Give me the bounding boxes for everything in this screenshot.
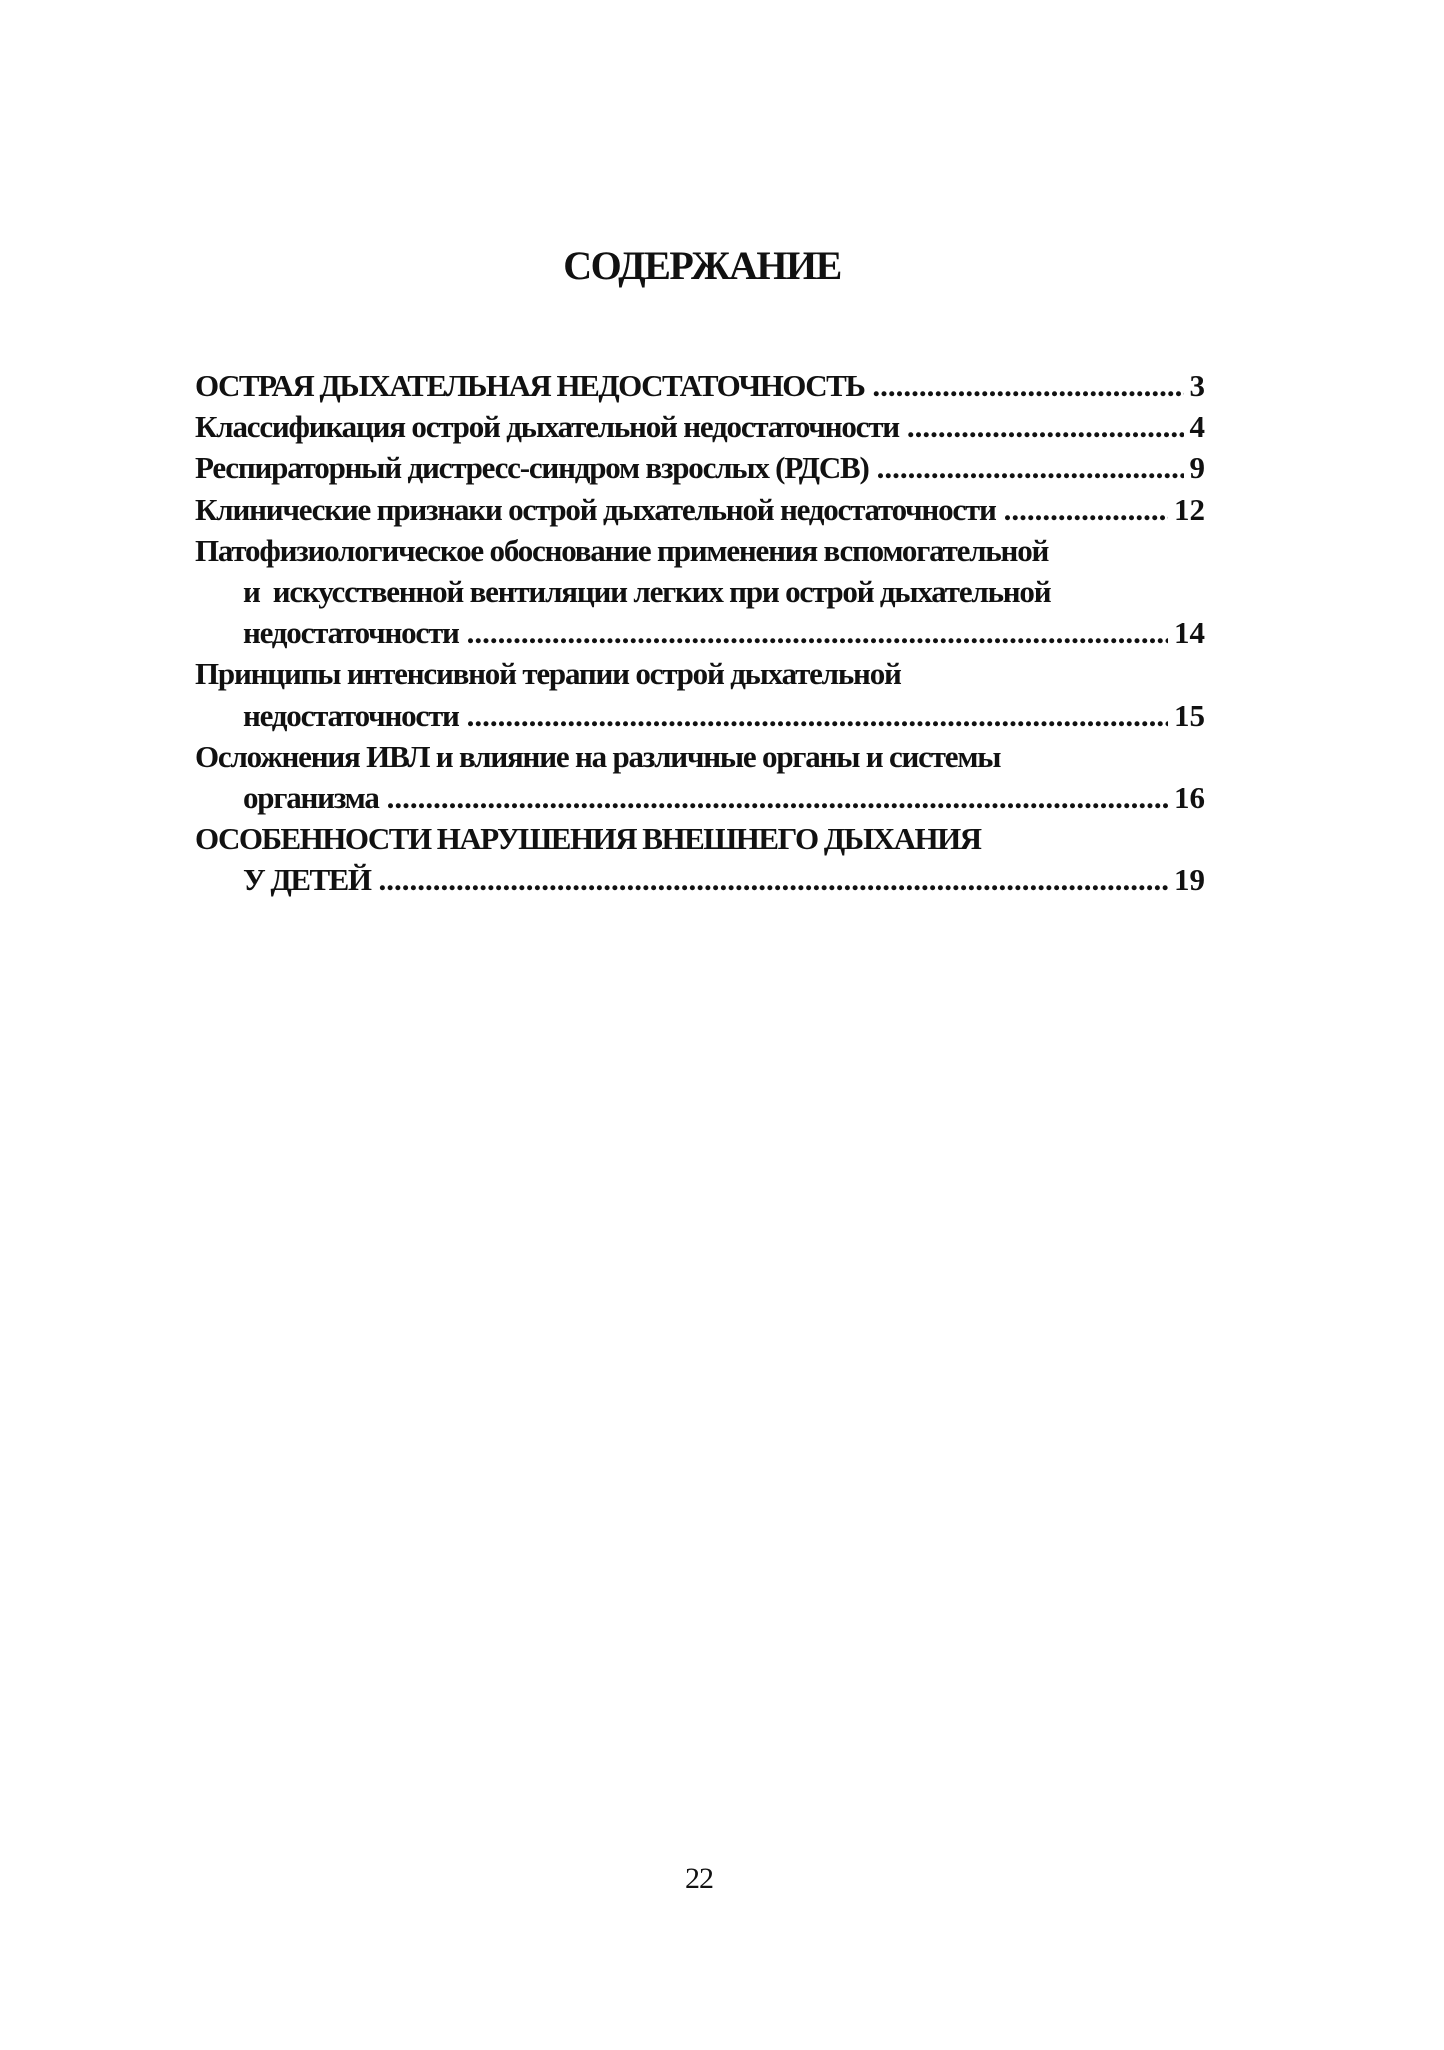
toc-entry-title-line: ОСОБЕННОСТИ НАРУШЕНИЯ ВНЕШНЕГО ДЫХАНИЯ [195, 821, 981, 857]
toc-entry-pathophysiology[interactable] [195, 530, 1205, 654]
toc-entry-title-line: Осложнения ИВЛ и влияние на различные органы и системы [195, 738, 1001, 774]
toc-page-number: 16 [1174, 779, 1205, 815]
toc-page-number: 19 [1174, 862, 1205, 898]
toc-leader-dots [1004, 489, 1168, 530]
toc-entry-last-line [195, 777, 1205, 818]
toc-leader-dots [907, 406, 1184, 447]
toc-entry-ards[interactable] [195, 447, 1205, 488]
toc-page-number: 9 [1189, 450, 1205, 486]
toc-entry-last-line [195, 612, 1205, 653]
toc-entry-title-line: организма [243, 779, 379, 815]
toc-entry-title: Респираторный дистресс-синдром взрослых (РДСВ) [195, 450, 869, 486]
toc-entry-intensive-therapy[interactable] [195, 653, 1205, 735]
toc-entry-title-line: У ДЕТЕЙ [243, 862, 371, 898]
toc-page-number: 3 [1189, 368, 1205, 403]
toc-entry-title: ОСТРАЯ ДЫХАТЕЛЬНАЯ НЕДОСТАТОЧНОСТЬ [195, 368, 865, 403]
toc-entry-title: Клинические признаки острой дыхательной недостаточности [195, 491, 996, 527]
toc-leader-dots [378, 859, 1168, 900]
toc-title: СОДЕРЖАНИЕ [563, 243, 841, 288]
toc-entry-last-line [195, 695, 1205, 736]
toc-entry-ventilation-complications[interactable] [195, 736, 1205, 818]
table-of-contents [195, 365, 1205, 900]
toc-leader-dots [877, 447, 1184, 488]
toc-entry-last-line [195, 859, 1205, 900]
toc-leader-dots [387, 777, 1168, 818]
toc-entry-acute-respiratory-failure[interactable] [195, 365, 1205, 406]
toc-leader-dots [467, 612, 1168, 653]
toc-leader-dots [872, 365, 1183, 406]
toc-page-number: 12 [1174, 491, 1205, 527]
toc-entry-title-line: Принципы интенсивной терапии острой дыхательной [195, 656, 901, 692]
toc-page-number: 15 [1174, 697, 1205, 733]
toc-leader-dots [467, 695, 1168, 736]
toc-entry-title-line: недостаточности [243, 697, 459, 733]
toc-entry-title: Классификация острой дыхательной недостаточности [195, 409, 899, 445]
toc-entry-title-line: и искусственной вентиляции легких при острой дыхательной [243, 573, 1051, 609]
toc-page-number: 4 [1189, 409, 1205, 445]
toc-entry-children-respiration[interactable] [195, 818, 1205, 900]
toc-page-number: 14 [1174, 615, 1205, 651]
toc-entry-classification[interactable] [195, 406, 1205, 447]
page-number: 22 [685, 1862, 713, 1895]
toc-entry-title-line: Патофизиологическое обоснование применения вспомогательной [195, 532, 1049, 568]
toc-entry-clinical-signs[interactable] [195, 489, 1205, 530]
toc-entry-title-line: недостаточности [243, 615, 459, 651]
